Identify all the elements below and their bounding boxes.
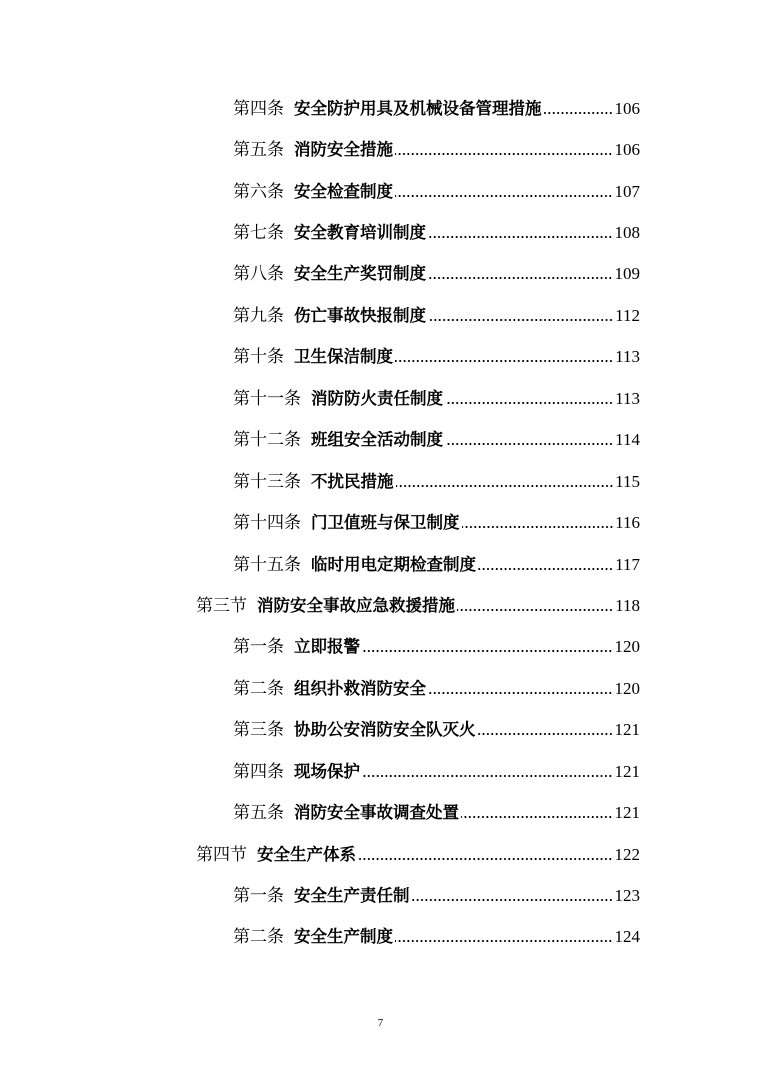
toc-dot-leader [478,732,613,736]
toc-entry-number: 第十一条 [233,388,301,409]
toc-entry-content [233,555,640,575]
toc-entry[interactable] [0,834,761,875]
toc-entry-number: 第四条 [233,98,284,119]
toc-entry-number: 第十三条 [233,471,301,492]
toc-dot-leader [445,401,613,405]
toc-entry[interactable] [0,378,761,419]
toc-entry-page: 107 [614,181,640,201]
toc-entry[interactable] [0,751,761,792]
toc-entry-page: 123 [614,886,640,906]
toc-entry-title: 组织扑救消防安全 [294,678,426,698]
toc-dot-leader [395,359,613,363]
toc-entry-title: 安全生产制度 [294,927,393,947]
toc-dot-leader [395,194,613,198]
toc-dot-leader [462,525,614,529]
toc-entry-title: 伤亡事故快报制度 [294,305,426,325]
toc-entry-title: 安全防护用具及机械设备管理措施 [294,98,542,118]
toc-entry-page: 114 [615,430,640,450]
toc-entry-content [233,762,640,782]
toc-entry-number: 第十二条 [233,430,301,451]
toc-entry[interactable] [0,420,761,461]
toc-entry-number: 第四节 [196,844,247,865]
toc-entry[interactable] [0,502,761,543]
toc-entry-number: 第三节 [196,595,247,616]
toc-dot-leader [445,442,613,446]
toc-entry-number: 第五条 [233,140,284,161]
toc-entry-content [196,845,640,865]
toc-dot-leader [358,857,613,861]
toc-entry[interactable] [0,792,761,833]
toc-entry-content [233,140,640,160]
toc-entry-content [233,389,640,409]
toc-entry-page: 106 [614,98,640,118]
toc-dot-leader [396,484,614,488]
toc-entry-page: 122 [614,844,640,864]
toc-entry-content [233,513,640,533]
toc-entry-number: 第一条 [233,637,284,658]
toc-entry-number: 第十五条 [233,554,301,575]
toc-entry-title: 不扰民措施 [311,471,394,491]
toc-dot-leader [362,649,613,653]
toc-entry-content [233,679,640,699]
toc-entry-page: 118 [615,595,640,615]
toc-entry-number: 第八条 [233,264,284,285]
toc-dot-leader [428,235,613,239]
toc-entry[interactable] [0,544,761,585]
toc-dot-leader [412,898,613,902]
toc-entry-page: 113 [615,388,640,408]
toc-dot-leader [428,318,613,322]
toc-entry-content [233,306,640,326]
toc-entry-content [233,99,640,119]
toc-entry-title: 临时用电定期检查制度 [311,554,476,574]
toc-entry-page: 115 [615,471,640,491]
page-number: 7 [377,1017,384,1029]
toc-entry-content [233,182,640,202]
toc-entry-page: 120 [614,678,640,698]
toc-entry-title: 安全生产体系 [257,844,356,864]
toc-dot-leader [478,567,613,571]
toc-entry-page: 109 [614,264,640,284]
toc-entry-page: 124 [614,927,640,947]
toc-entry[interactable] [0,461,761,502]
toc-entry-content [233,720,640,740]
toc-entry-content [233,430,640,450]
toc-entry-number: 第二条 [233,927,284,948]
toc-entry-number: 第一条 [233,886,284,907]
toc-entry[interactable] [0,212,761,253]
toc-entry[interactable] [0,171,761,212]
toc-entry-title: 消防安全事故应急救援措施 [257,595,455,615]
toc-entry-title: 消防防火责任制度 [311,388,443,408]
toc-entry-page: 120 [614,637,640,657]
toc-entry-content [233,347,640,367]
toc-entry-page: 112 [615,305,640,325]
toc-entry-content [233,637,640,657]
toc-entry-number: 第七条 [233,223,284,244]
toc-entry-number: 第二条 [233,678,284,699]
toc-entry-title: 安全检查制度 [294,181,393,201]
toc-entry-title: 立即报警 [294,637,360,657]
toc-entry[interactable] [0,668,761,709]
toc-entry-title: 消防安全事故调查处置 [294,803,459,823]
toc-dot-leader [428,276,613,280]
toc-entry-title: 卫生保洁制度 [294,347,393,367]
toc-entry[interactable] [0,337,761,378]
toc-entry-number: 第十条 [233,347,284,368]
toc-entry-content [196,596,640,616]
toc-entry[interactable] [0,254,761,295]
toc-entry-page: 121 [614,761,640,781]
toc-entry-number: 第十四条 [233,513,301,534]
toc-dot-leader [544,111,613,115]
toc-entry-title: 现场保护 [294,761,360,781]
toc-entry-title: 门卫值班与保卫制度 [311,513,460,533]
toc-entry-page: 106 [614,140,640,160]
toc-entry[interactable] [0,295,761,336]
toc-entry-page: 108 [614,223,640,243]
toc-entry-title: 协助公安消防安全队灭火 [294,720,476,740]
toc-entry-content [233,886,640,906]
toc-entry-title: 安全教育培训制度 [294,223,426,243]
toc-dot-leader [362,774,613,778]
toc-entry[interactable] [0,129,761,170]
toc-entry-content [233,223,640,243]
toc-entry[interactable] [0,917,761,958]
toc-entry-content [233,803,640,823]
toc-entry[interactable] [0,710,761,751]
toc-entry-number: 第六条 [233,181,284,202]
toc-entry[interactable] [0,88,761,129]
toc-entry-number: 第九条 [233,305,284,326]
toc-entry[interactable] [0,627,761,668]
toc-entry-page: 117 [615,554,640,574]
toc-entry-content [233,264,640,284]
toc-dot-leader [461,815,613,819]
toc-dot-leader [395,152,613,156]
toc-entry-number: 第三条 [233,720,284,741]
toc-entry-page: 121 [614,803,640,823]
toc-dot-leader [395,939,613,943]
toc-entry-title: 安全生产责任制 [294,886,410,906]
toc-entry-title: 班组安全活动制度 [311,430,443,450]
toc-entry-page: 113 [615,347,640,367]
toc-entry-number: 第四条 [233,761,284,782]
toc-entry-page: 116 [615,513,640,533]
toc-entry-title: 安全生产奖罚制度 [294,264,426,284]
toc-entry-page: 121 [614,720,640,740]
toc-entry-title: 消防安全措施 [294,140,393,160]
toc-entry-content [233,472,640,492]
toc-dot-leader [457,608,613,612]
toc-entry-number: 第五条 [233,803,284,824]
toc-entry[interactable] [0,585,761,626]
table-of-contents [0,88,761,958]
toc-entry[interactable] [0,875,761,916]
toc-entry-content [233,927,640,947]
toc-dot-leader [428,691,613,695]
